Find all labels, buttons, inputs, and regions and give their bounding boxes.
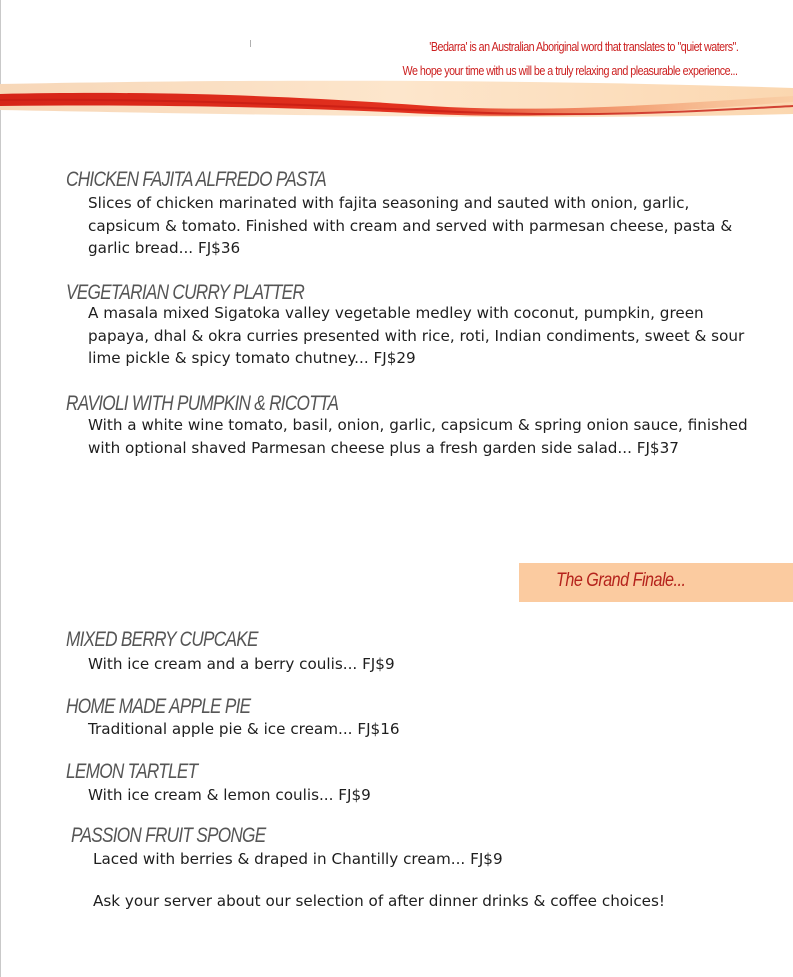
dish-description: A masala mixed Sigatoka valley vegetable medley with coconut, pumpkin, green papaya, dhal & okra curries presented with rice, roti, Indian condiments, sweet & sour lime pickle & spicy tomato chutney... FJ$29 <box>88 304 745 367</box>
tagline-line-2: We hope your time with us will be a truly relaxing and pleasurable experience... <box>403 64 738 78</box>
dessert-title: PASSION FRUIT SPONGE <box>71 824 266 847</box>
dish-title: RAVIOLI WITH PUMPKIN & RICOTTA <box>66 392 339 415</box>
tiny-mark <box>250 40 251 47</box>
grand-finale-banner <box>519 563 793 602</box>
dish-title: VEGETARIAN CURRY PLATTER <box>66 281 305 304</box>
tagline-line-1: 'Bedarra' is an Australian Aboriginal word that translates to "quiet waters". <box>428 40 738 54</box>
dessert-description: Laced with berries & draped in Chantilly cream... FJ$9 <box>93 850 503 868</box>
dessert-description: Traditional apple pie & ice cream... FJ$16 <box>88 720 400 738</box>
dish-title: CHICKEN FAJITA ALFREDO PASTA <box>66 168 327 191</box>
dish-description: With a white wine tomato, basil, onion, garlic, capsicum & spring onion sauce, finished with optional shaved Parmesan cheese plus a fresh garden side salad... FJ$37 <box>88 416 748 457</box>
grand-finale-heading: The Grand Finale... <box>556 570 686 591</box>
dessert-title: HOME MADE APPLE PIE <box>66 695 251 718</box>
page-left-border <box>0 0 1 977</box>
dessert-title: LEMON TARTLET <box>66 760 198 783</box>
closing-note: Ask your server about our selection of after dinner drinks & coffee choices! <box>93 892 666 910</box>
dessert-description: With ice cream & lemon coulis... FJ$9 <box>88 786 371 804</box>
dessert-description: With ice cream and a berry coulis... FJ$9 <box>88 655 395 673</box>
dish-description: Slices of chicken marinated with fajita seasoning and sauted with onion, garlic, capsicum & tomato. Finished with cream and served with parmesan cheese, pasta & garlic bread... FJ$36 <box>88 194 733 257</box>
dessert-title: MIXED BERRY CUPCAKE <box>66 628 258 651</box>
header-swoosh <box>0 80 793 126</box>
